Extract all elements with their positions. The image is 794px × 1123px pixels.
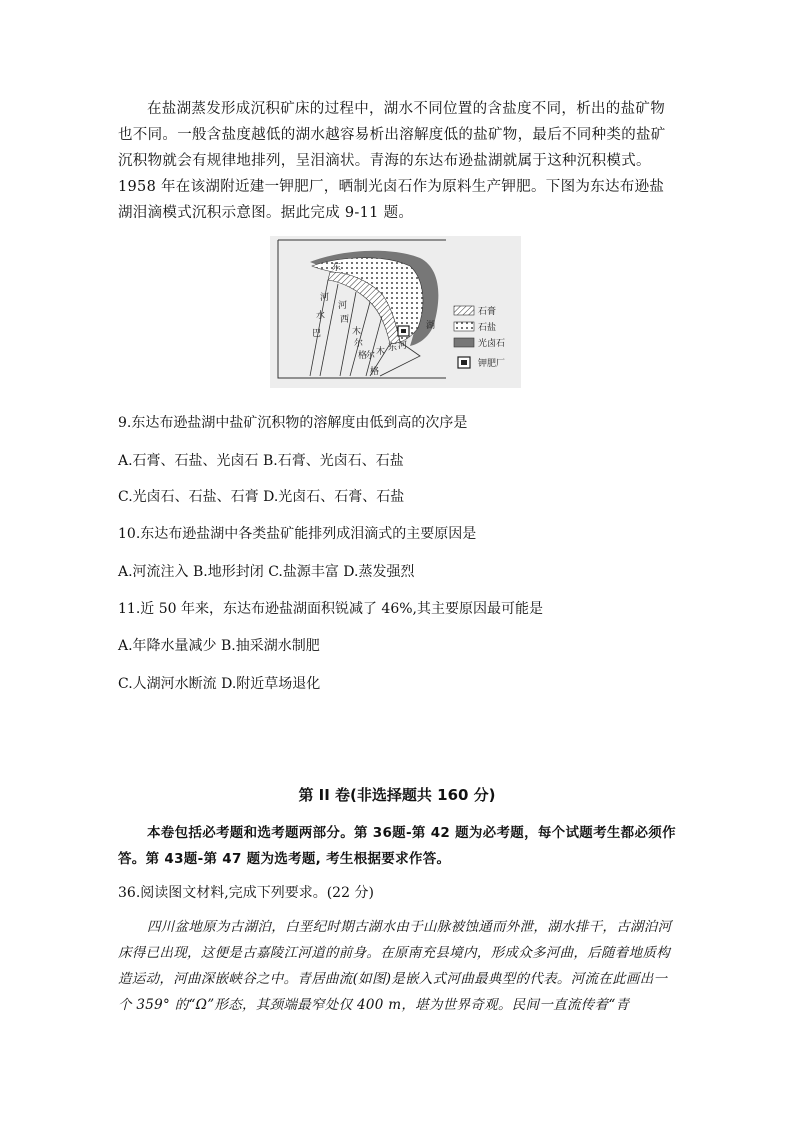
svg-text:木: 木: [352, 327, 362, 337]
svg-text:东: 东: [332, 263, 342, 273]
section-2-instruction: 本卷包括必考题和选考题两部分。第 36题-第 42 题为必考题，每个试题考生都必须作答。第 43题-第 47 题为选考题, 考生根据要求作答。: [118, 825, 676, 867]
svg-text:湖: 湖: [426, 321, 436, 331]
svg-text:河: 河: [338, 301, 348, 311]
question-10-options: A.河流注入 B.地形封闭 C.盐源丰富 D.蒸发强烈: [118, 564, 415, 580]
question-36: 36.阅读图文材料,完成下列要求。(22 分): [118, 885, 374, 901]
svg-text:尔: 尔: [366, 351, 376, 361]
svg-text:河: 河: [398, 341, 408, 351]
svg-text:河: 河: [320, 293, 330, 303]
svg-text:尔: 尔: [354, 339, 364, 349]
question-11-options-cd: C.人湖河水断流 D.附近草场退化: [118, 676, 321, 692]
question-10: 10.东达布逊盐湖中各类盐矿能排列成泪滴式的主要原因是: [118, 526, 477, 542]
question-11-options-ab: A.年降水量减少 B.抽采湖水制肥: [118, 638, 320, 654]
question-36-material: 四川盆地原为古湖泊，白垩纪时期古湖水由于山脉被蚀通而外泄，湖水排干，古湖泊河床得已出现，这便是古嘉陵江河道的前身。在原南充县境内，形成众多河曲，后随着地质构造运动，河曲深嵌峡谷之中。青居曲流(如图)是嵌入式河曲最典型的代表。河流在此画出一个 359° 的“Ω”形态，其颈端最窄处仅 400 m，堪为世界奇观。民间一直流传着“青: [118, 919, 672, 1013]
section-2-title: 第 II 卷(非选择题共 160 分): [298, 786, 496, 804]
question-9-options-ab: A.石膏、石盐、光卤石 B.石膏、光卤石、石盐: [118, 453, 404, 469]
svg-text:石膏: 石膏: [478, 307, 497, 317]
svg-text:水: 水: [316, 311, 326, 321]
question-9-options-cd: C.光卤石、石盐、石膏 D.光卤石、石膏、石盐: [118, 489, 405, 505]
lake-sediment-diagram: [270, 236, 521, 388]
intro-paragraph: 在盐湖蒸发形成沉积矿床的过程中，湖水不同位置的含盐度不同，析出的盐矿物也不同。一般含盐度越低的湖水越容易析出溶解度低的盐矿物，最后不同种类的盐矿沉积物就会有规律地排列，呈泪滴状。青海的东达布逊盐湖就属于这种沉积模式。1958 年在该湖附近建一钾肥厂，晒制光卤石作为原料生产钾肥。下图为东达布逊盐湖泪滴模式沉积示意图。据此完成 9-11 题。: [118, 101, 666, 221]
question-11: 11.近 50 年来，东达布逊盐湖面积锐减了 46%,其主要原因最可能是: [118, 601, 543, 617]
svg-text:巴: 巴: [312, 329, 322, 339]
svg-text:格: 格: [358, 351, 368, 361]
svg-text:东: 东: [388, 343, 398, 353]
svg-text:格: 格: [370, 367, 380, 377]
question-9: 9.东达布逊盐湖中盐矿沉积物的溶解度由低到高的次序是: [118, 415, 468, 431]
svg-text:钾肥厂: 钾肥厂: [478, 359, 506, 369]
svg-text:光卤石: 光卤石: [478, 339, 506, 349]
svg-text:西: 西: [340, 315, 350, 325]
svg-text:木: 木: [376, 347, 386, 357]
svg-text:石盐: 石盐: [478, 323, 497, 333]
